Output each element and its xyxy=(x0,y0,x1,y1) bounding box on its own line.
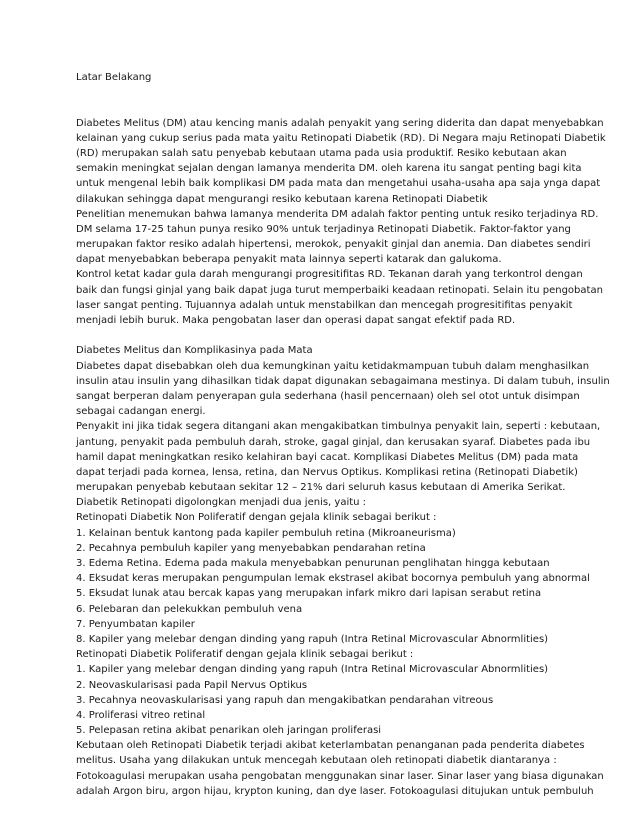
page-title: Latar Belakang xyxy=(76,72,152,83)
text-line: menjadi lebih buruk. Maka pengobatan laser dan operasi dapat sangat efektif pada RD. xyxy=(76,315,516,326)
text-line: 5. Pelepasan retina akibat penarikan oleh jaringan proliferasi xyxy=(76,725,382,737)
text-line: untuk mengenal lebih baik komplikasi DM pada mata dan mengetahui usaha-usaha apa saja ynga dapat xyxy=(76,178,601,190)
text-line: 1. Kapiler yang melebar dengan dinding yang rapuh (Intra Retinal Microvascular Abnormlities) xyxy=(76,664,549,676)
text-line: semakin meningkat sejalan dengan lamanya menderita DM. oleh karena itu sangat penting bagi kita xyxy=(76,163,582,175)
text-line: Retinopati Diabetik Non Poliferatif dengan gejala klinik sebagai berikut : xyxy=(76,512,437,524)
section-latar-belakang xyxy=(76,116,608,329)
text-line: 5. Eksudat lunak atau bercak kapas yang merupakan infark mikro dari lapisan serabut retina xyxy=(76,588,542,600)
text-line: Fotokoagulasi merupakan usaha pengobatan menggunakan sinar laser. Sinar laser yang biasa digunakan xyxy=(76,770,604,782)
text-line: sebagai cadangan energi. xyxy=(76,406,206,418)
text-line: 7. Penyumbatan kapiler xyxy=(76,618,195,630)
text-line: Diabetes dapat disebabkan oleh dua kemungkinan yaitu ketidakmampuan tubuh dalam menghasilkan xyxy=(76,360,590,372)
text-line: 2. Pecahnya pembuluh kapiler yang menyebabkan pendarahan retina xyxy=(76,542,426,554)
text-line: Diabetes Melitus dan Komplikasinya pada Mata xyxy=(76,345,313,357)
text-line: 3. Pecahnya neovaskularisasi yang rapuh dan mengakibatkan pendarahan vitreous xyxy=(76,694,494,706)
text-line: adalah Argon biru, argon hijau, krypton kuning, dan dye laser. Fotokoagulasi ditujukan untuk pembuluh xyxy=(76,785,594,797)
text-line: kelainan yang cukup serius pada mata yaitu Retinopati Diabetik (RD). Di Negara maju Retinopati Diabetik xyxy=(76,132,606,144)
text-line: Penelitian menemukan bahwa lamanya menderita DM adalah faktor penting untuk resiko terjadinya RD. xyxy=(76,208,599,220)
text-line: Diabetes Melitus (DM) atau kencing manis adalah penyakit yang sering diderita dan dapat menyebabkan xyxy=(76,117,604,129)
text-line: dapat terjadi pada kornea, lensa, retina, dan Nervus Optikus. Komplikasi retina (Retinopati Diabetik) xyxy=(76,466,578,478)
text-line: baik dan fungsi ginjal yang baik dapat juga turut memperbaiki keadaan retinopati. Selain itu pengobatan xyxy=(76,284,603,296)
text-line: melitus. Usaha yang dilakukan untuk mencegah kebutaan oleh retinopati diabetik diantaranya : xyxy=(76,755,557,767)
text-line: Kebutaan oleh Retinopati Diabetik terjadi akibat keterlambatan penanganan pada penderita diabetes xyxy=(76,740,585,752)
text-line: merupakan penyebab kebutaan sekitar 12 – 21% dari seluruh kasus kebutaan di Amerika Serikat. xyxy=(76,482,566,494)
text-line: laser sangat penting. Tujuannya adalah untuk menstabilkan dan mencegah progresitifitas penyakit xyxy=(76,299,573,311)
spacer xyxy=(76,328,608,343)
text-line: insulin atau insulin yang dihasilkan tidak dapat digunakan sebagaimana mestinya. Di dalam tubuh, insulin xyxy=(76,375,610,387)
text-line: 4. Eksudat keras merupakan pengumpulan lemak ekstrasel akibat bocornya pembuluh yang abnormal xyxy=(76,573,590,585)
text-line: 2. Neovaskularisasi pada Papil Nervus Optikus xyxy=(76,679,308,691)
spacer xyxy=(76,85,608,100)
text-line: 4. Proliferasi vitreo retinal xyxy=(76,709,206,721)
text-line: (RD) merupakan salah satu penyebab kebutaan utama pada usia produktif. Resiko kebutaan akan xyxy=(76,147,567,159)
text-line: Diabetik Retinopati digolongkan menjadi dua jenis, yaitu : xyxy=(76,497,367,509)
text-line: hamil dapat meningkatkan resiko kelahiran bayi cacat. Komplikasi Diabetes Melitus (DM) pada mata xyxy=(76,451,579,463)
text-line: Penyakit ini jika tidak segera ditangani akan mengakibatkan timbulnya penyakit lain, seperti : kebutaan, xyxy=(76,421,601,433)
text-line: Retinopati Diabetik Poliferatif dengan gejala klinik sebagai berikut : xyxy=(76,649,414,661)
text-line: DM selama 17-25 tahun punya resiko 90% untuk terjadinya Retinopati Diabetik. Faktor-faktor yang xyxy=(76,223,571,235)
text-line: dilakukan sehingga dapat mengurangi resiko kebutaan karena Retinopati Diabetik xyxy=(76,193,488,205)
text-line: 1. Kelainan bentuk kantong pada kapiler pembuluh retina (Mikroaneurisma) xyxy=(76,527,456,539)
text-line: Kontrol ketat kadar gula darah mengurangi progresitifitas RD. Tekanan darah yang terkontrol dengan xyxy=(76,269,583,281)
text-line: merupakan faktor resiko adalah hipertensi, merokok, penyakit ginjal dan anemia. Dan diabetes sendiri xyxy=(76,239,591,251)
section-komplikasi xyxy=(76,343,608,799)
text-line: sangat berperan dalam penyerapan gula sederhana (hasil pencernaan) oleh sel otot untuk disimpan xyxy=(76,390,580,402)
text-line: 6. Pelebaran dan pelekukkan pembuluh vena xyxy=(76,603,303,615)
text-line: jantung, penyakit pada pembuluh darah, stroke, gagal ginjal, dan kerusakan syaraf. Diabetes pada ibu xyxy=(76,436,591,448)
text-line: dapat menyebabkan beberapa penyakit mata lainnya seperti katarak dan galukoma. xyxy=(76,254,502,266)
text-line: 3. Edema Retina. Edema pada makula menyebabkan penurunan penglihatan hingga kebutaan xyxy=(76,558,550,569)
spacer xyxy=(76,100,608,115)
text-line: 8. Kapiler yang melebar dengan dinding yang rapuh (Intra Retinal Microvascular Abnormlities) xyxy=(76,633,549,645)
